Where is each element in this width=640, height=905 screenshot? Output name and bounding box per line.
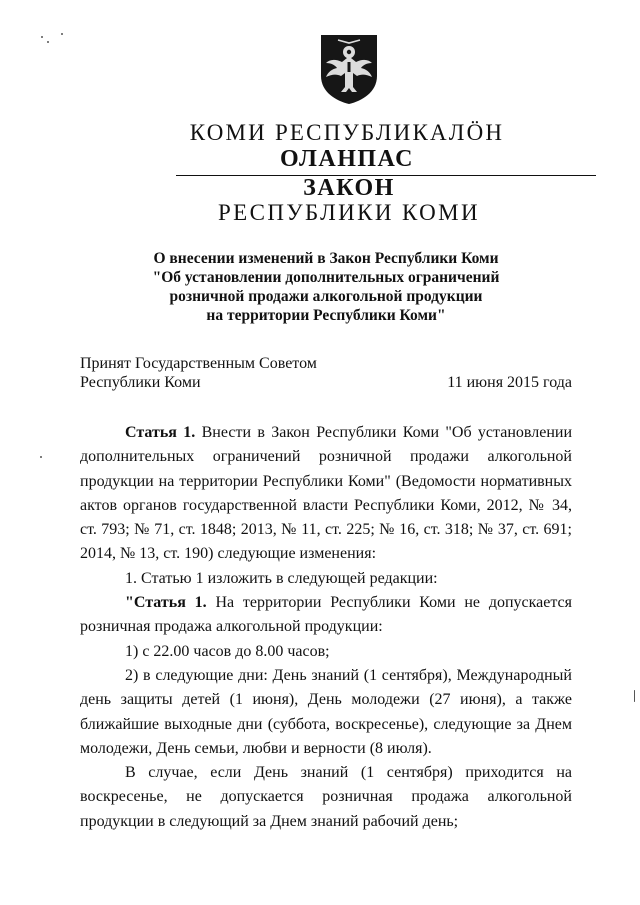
adoption-date: 11 июня 2015 года xyxy=(447,374,572,391)
law-title-line: "Об установлении дополнительных ограничений xyxy=(152,269,500,286)
law-title-line: О внесении изменений в Закон Республики Коми xyxy=(153,250,499,267)
quoted-article-text: На территории Республики Коми не допускается розничная продажа алкогольной продукции: xyxy=(80,594,573,636)
law-title-line: на территории Республики Коми" xyxy=(206,307,446,324)
scan-speck xyxy=(61,33,63,35)
header-olanpas: ОЛАНПАС xyxy=(280,146,414,172)
adoption-line: Республики Коми xyxy=(80,374,201,391)
header-respubliki: РЕСПУБЛИКИ КОМИ xyxy=(217,200,481,225)
scan-speck xyxy=(40,456,42,458)
subitem-2: 2) в следующие дни: День знаний (1 сентября), Международный день защиты детей (1 июня), День молодежи (27 июня), а также ближайшие выходные дни (суббота, воскресенье), следующие за Днем молодежи, День семьи, любви и верности (8 июля). xyxy=(80,666,572,757)
article-1-label: Статья 1. xyxy=(125,424,196,441)
amendment-item-1: 1. Статью 1 изложить в следующей редакции: xyxy=(125,569,438,587)
case-paragraph: В случае, если День знаний (1 сентября) приходится на воскресенье, не допускается розничная продажа алкогольной продукции в следующий за Днем знаний рабочий день; xyxy=(80,764,572,830)
quoted-article-label: "Статья 1. xyxy=(125,594,207,612)
law-title-line: розничной продажи алкогольной продукции xyxy=(169,288,483,305)
header-komi: КОМИ РЕСПУБЛИКАЛӦН xyxy=(189,120,505,145)
subitem-1: 1) с 22.00 часов до 8.00 часов; xyxy=(125,642,330,660)
komi-coat-of-arms-icon xyxy=(318,32,380,106)
article-1-text: Внести в Закон Республики Коми "Об установлении дополнительных ограничений розничной продажи алкогольной продукции на территории Республики Коми" (Ведомости нормативных актов органов государственной власти Республики Коми, 2012, № 34, ст. 793; № 71, ст. 1848; 2013, № 11, ст. 225; № 16, ст. 318; № 37, ст. 691; 2014, № 13, ст. 190) следующие изменения: xyxy=(80,424,572,563)
adoption-line: Принят Государственным Советом xyxy=(80,355,317,372)
scan-speck xyxy=(41,36,43,38)
scan-speck xyxy=(634,690,635,702)
article-1-paragraph xyxy=(80,421,572,567)
law-body xyxy=(80,421,572,834)
quoted-article-paragraph xyxy=(80,591,572,640)
adoption-block xyxy=(80,354,572,392)
scan-speck xyxy=(47,41,49,43)
header-zakon: ЗАКОН xyxy=(303,175,395,201)
law-title xyxy=(80,249,572,325)
